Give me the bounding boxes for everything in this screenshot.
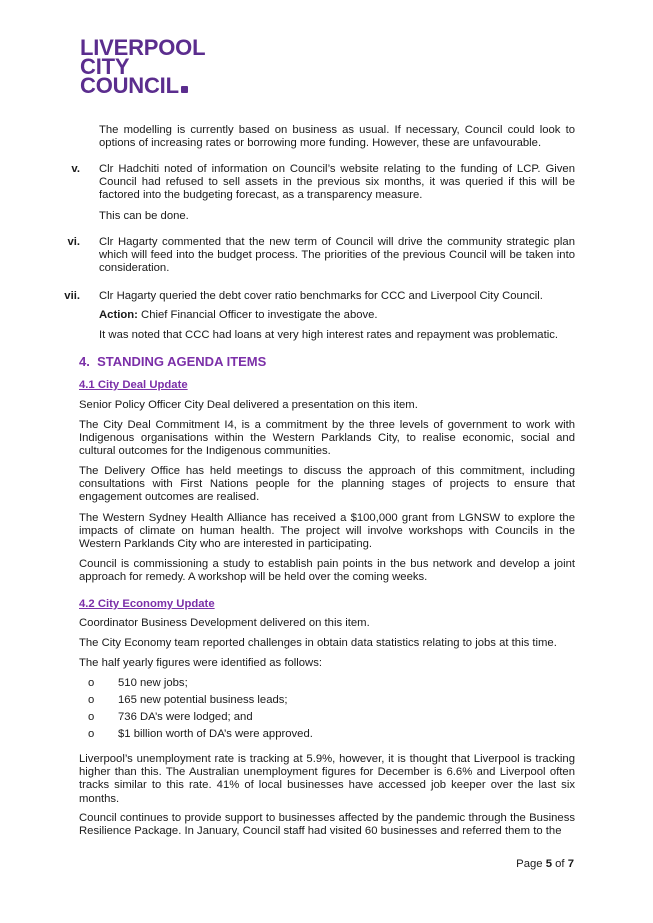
list-item: o 736 DA’s were lodged; and xyxy=(88,711,253,723)
city-deal-paragraph: Council is commissioning a study to establish pain points in the bus network and develop a joint approach for remedy. A workshop will be held over the coming weeks. xyxy=(79,558,575,584)
city-deal-paragraph: The City Deal Commitment I4, is a commitment by the three levels of government to work with Indigenous organisations within the Western Parklands City, to realise economic, social and cultural outcomes for the Indigenous communities. xyxy=(79,419,575,458)
city-economy-paragraph: Liverpool’s unemployment rate is tracking at 5.9%, however, it is thought that Liverpool is tracking higher than this. The Australian unemployment figures for December is 6.6% and Liverpool often tracks similar to this rate. 41% of local businesses have accessed job keeper over the last six months. xyxy=(79,753,575,805)
item-vi-text: Clr Hagarty commented that the new term of Council will drive the community strategic plan which will feed into the budget process. The priorities of the previous Council will be taken into consideration. xyxy=(99,236,575,275)
action-label: Action: xyxy=(99,309,138,321)
bullet-marker: o xyxy=(88,677,95,689)
logo-line-2: CITY xyxy=(80,54,130,79)
page-footer: Page 5 of 7 xyxy=(516,858,574,870)
city-deal-heading: 4.1 City Deal Update xyxy=(79,379,188,391)
list-item: o 165 new potential business leads; xyxy=(88,694,288,706)
item-vii-note: It was noted that CCC had loans at very high interest rates and repayment was problematic. xyxy=(99,329,559,341)
logo-line-1: LIVERPOOL xyxy=(80,35,206,60)
list-item: o 510 new jobs; xyxy=(88,677,188,689)
item-number-vii: vii. xyxy=(64,290,80,302)
city-deal-paragraph: The Delivery Office has held meetings to discuss the approach of this commitment, including consultations with First Nations people for the planning stages of projects to ensure that engagement outcomes are realised. xyxy=(79,465,575,504)
city-deal-paragraph: The Western Sydney Health Alliance has received a $100,000 grant from LGNSW to explore the impacts of climate on human health. The project will involve workshops with Councils in the Western Parklands City who are interested in participating. xyxy=(79,512,575,551)
city-deal-paragraph: Senior Policy Officer City Deal delivered a presentation on this item. xyxy=(79,399,418,411)
item-v-text: Clr Hadchiti noted of information on Council’s website relating to the funding of LCP. Given Council had refused to sell assets in the previous six months, it was queried if this will be factored into the budgeting forecast, as a transparency measure. xyxy=(99,163,575,202)
logo-line-3: COUNCIL xyxy=(80,76,205,95)
bullet-marker: o xyxy=(88,694,95,706)
city-economy-paragraph: Coordinator Business Development delivered on this item. xyxy=(79,617,370,629)
item-number-vi: vi. xyxy=(67,236,80,248)
city-economy-paragraph: The half yearly figures were identified as follows: xyxy=(79,657,322,669)
city-economy-paragraph: Council continues to provide support to businesses affected by the pandemic through the Business Resilience Package. In January, Council staff had visited 60 businesses and referred them to the xyxy=(79,812,575,838)
item-vii-action xyxy=(99,309,575,322)
intro-paragraph: The modelling is currently based on business as usual. If necessary, Council could look to options of increasing rates or borrowing more funding. However, these are unfavourable. xyxy=(99,124,575,150)
action-text: Chief Financial Officer to investigate the above. xyxy=(137,309,378,321)
city-economy-heading: 4.2 City Economy Update xyxy=(79,598,215,610)
bullet-marker: o xyxy=(88,711,95,723)
logo-dot-icon xyxy=(181,86,188,93)
item-v-followup: This can be done. xyxy=(99,210,189,222)
bullet-marker: o xyxy=(88,728,95,740)
section-4-heading: 4. STANDING AGENDA ITEMS xyxy=(79,354,267,369)
list-item: o $1 billion worth of DA’s were approved. xyxy=(88,728,313,740)
item-vii-text: Clr Hagarty queried the debt cover ratio benchmarks for CCC and Liverpool City Council. xyxy=(99,290,543,302)
current-page-number: 5 xyxy=(545,858,552,870)
city-economy-paragraph: The City Economy team reported challenges in obtain data statistics relating to jobs at this time. xyxy=(79,637,557,649)
council-logo xyxy=(80,35,206,98)
total-page-number: 7 xyxy=(567,858,574,870)
item-number-v: v. xyxy=(71,163,80,175)
